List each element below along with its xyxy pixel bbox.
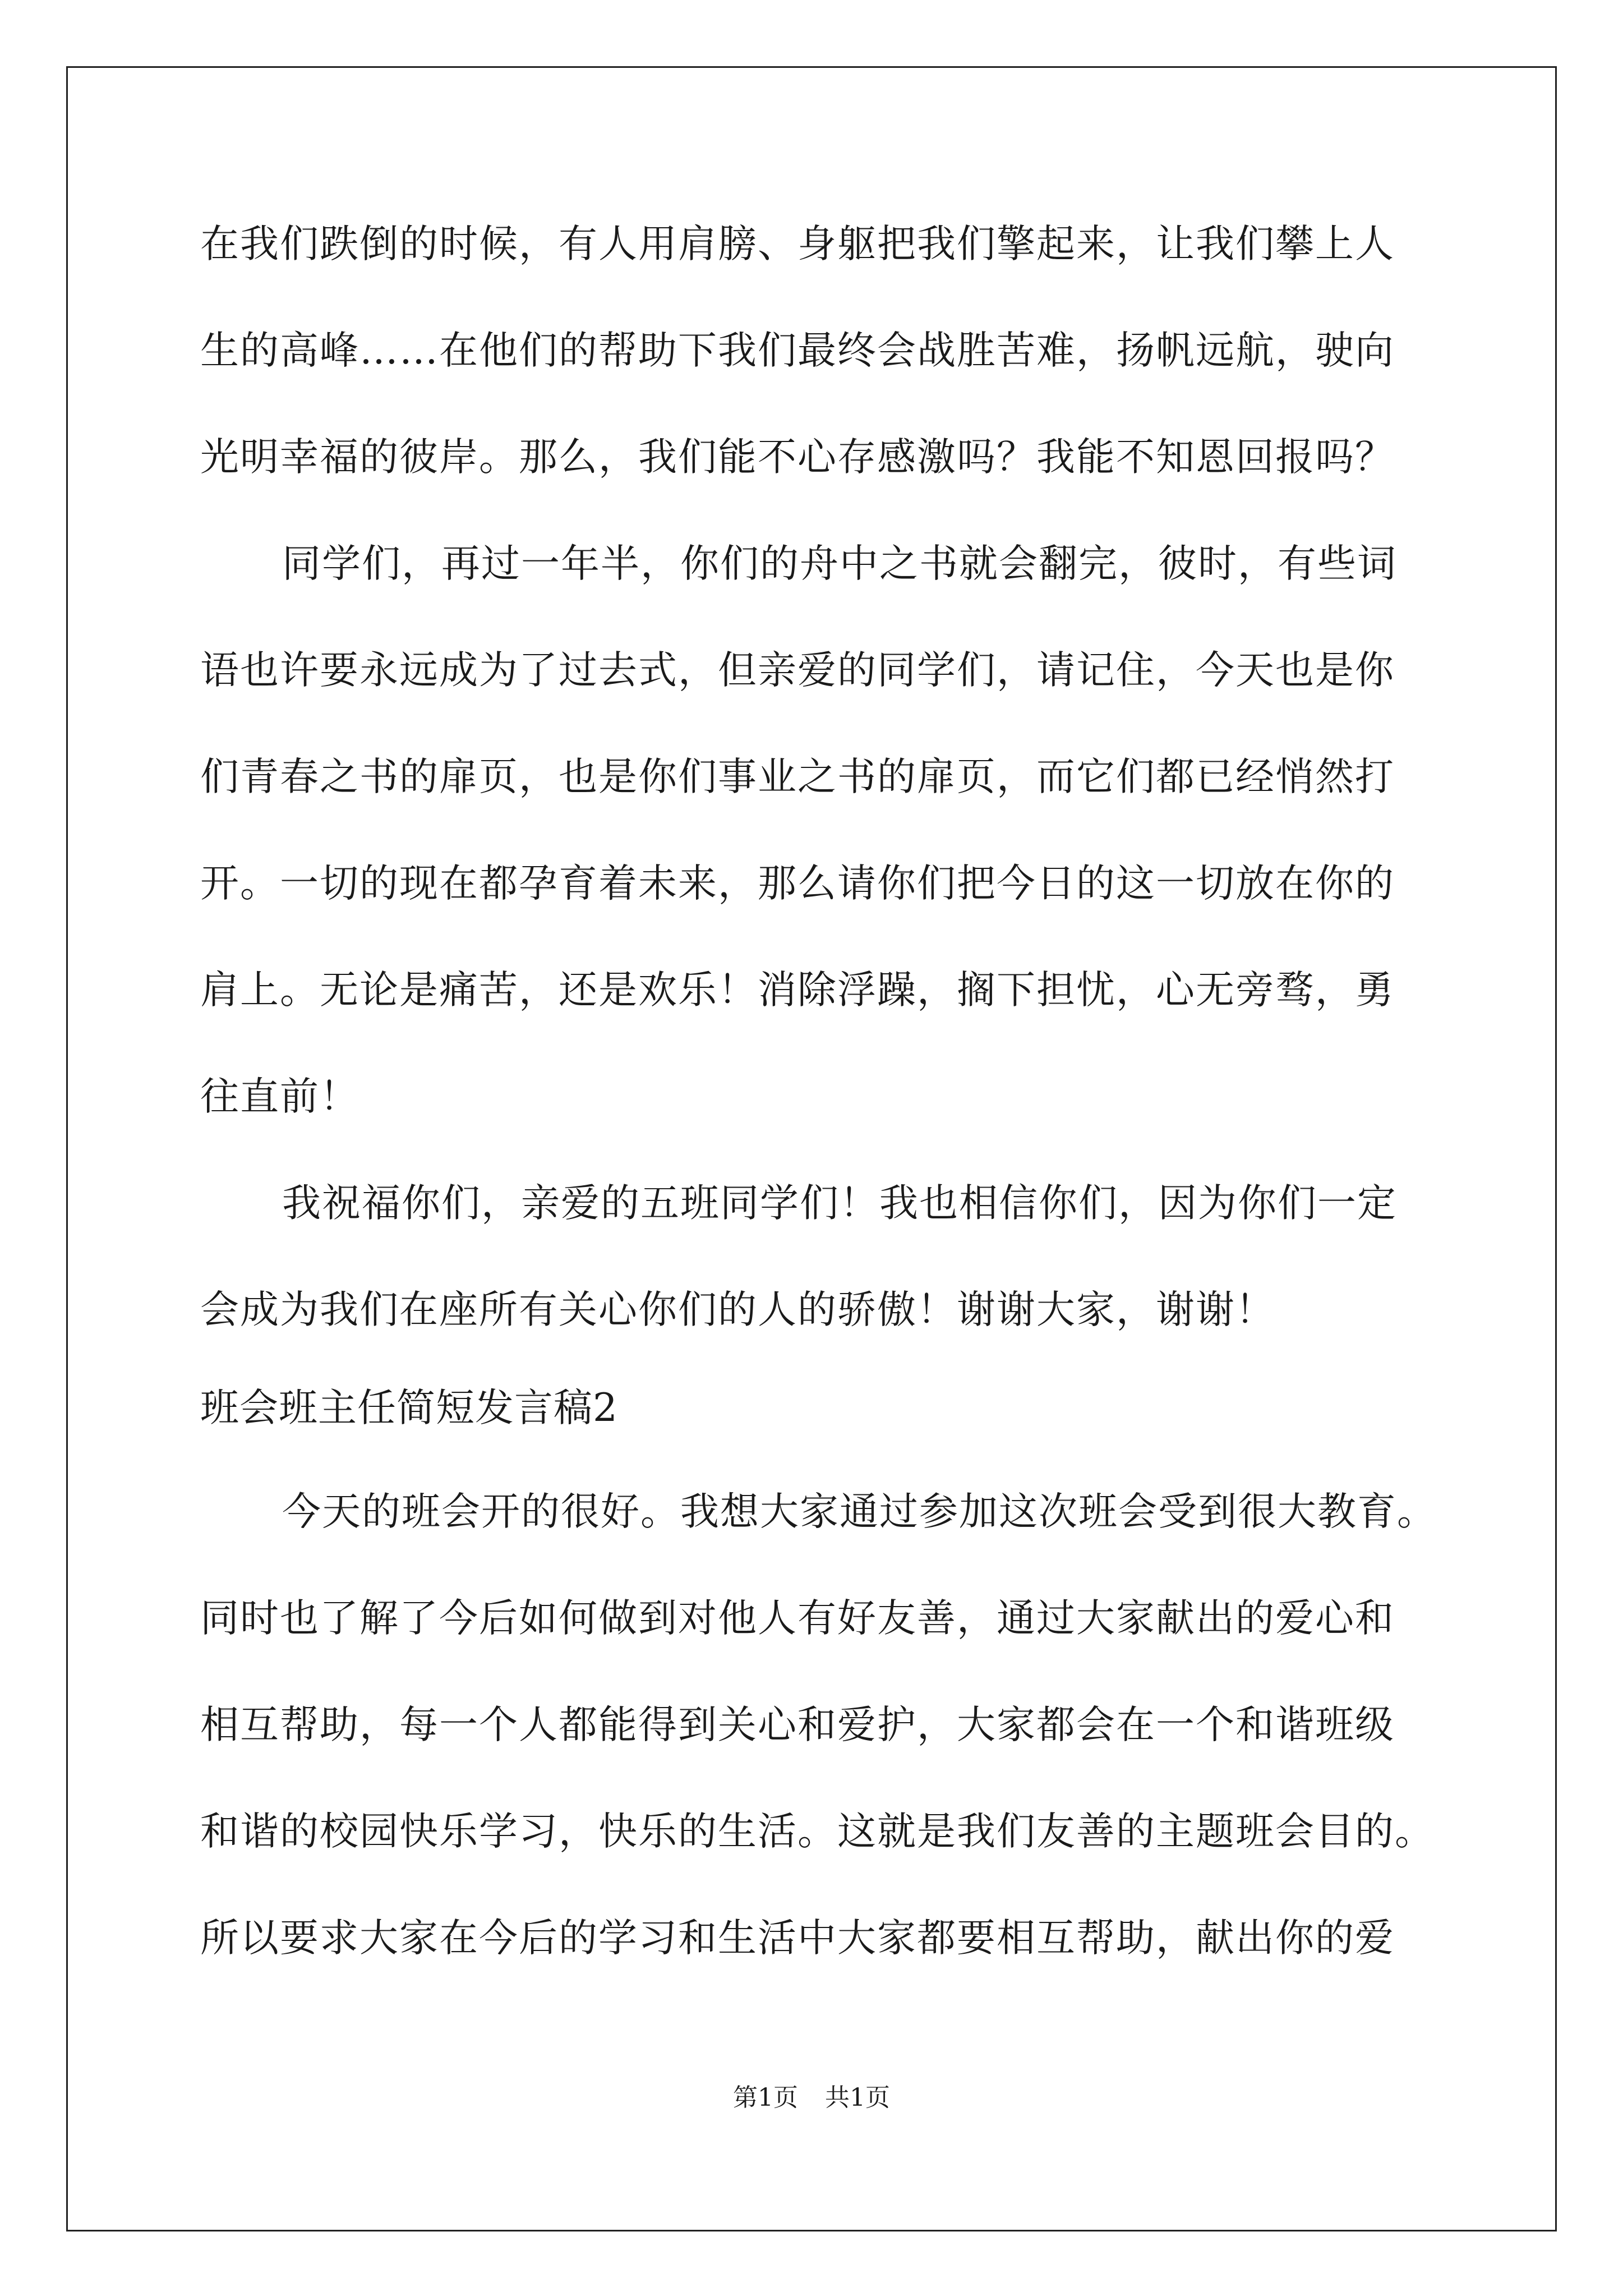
text-line: 会成为我们在座所有关心你们的人的骄傲！谢谢大家，谢谢！ bbox=[200, 1287, 1275, 1332]
text-line: 所以要求大家在今后的学习和生活中大家都要相互帮助，献出你的爱 bbox=[200, 1916, 1395, 1961]
text-line: 语也许要永远成为了过去式，但亲爱的同学们，请记住，今天也是你 bbox=[200, 648, 1395, 693]
text-line: 光明幸福的彼岸。那么，我们能不心存感激吗？我能不知恩回报吗？ bbox=[200, 435, 1395, 480]
section-heading: 班会班主任简短发言稿2 bbox=[200, 1386, 618, 1430]
text-line: 相互帮助，每一个人都能得到关心和爱护，大家都会在一个和谐班级 bbox=[200, 1703, 1395, 1747]
paragraph-start-line: 同学们，再过一年半，你们的舟中之书就会翻完，彼时，有些词 bbox=[282, 541, 1397, 586]
text-line: 在我们跌倒的时候，有人用肩膀、身躯把我们擎起来，让我们攀上人 bbox=[200, 222, 1395, 266]
text-line: 生的高峰……在他们的帮助下我们最终会战胜苦难，扬帆远航，驶向 bbox=[200, 328, 1395, 373]
page-number: 第1页 bbox=[733, 2083, 798, 2112]
text-line: 开。一切的现在都孕育着未来，那么请你们把今日的这一切放在你的 bbox=[200, 861, 1395, 906]
text-line: 同时也了解了今后如何做到对他人有好友善，通过大家献出的爱心和 bbox=[200, 1596, 1395, 1641]
text-line: 肩上。无论是痛苦，还是欢乐！消除浮躁，搁下担忧，心无旁骛，勇 bbox=[200, 968, 1395, 1013]
page-total: 共1页 bbox=[825, 2083, 890, 2112]
text-line: 往直前！ bbox=[200, 1074, 359, 1119]
text-line: 们青春之书的扉页，也是你们事业之书的扉页，而它们都已经悄然打 bbox=[200, 754, 1395, 799]
paragraph-start-line: 我祝福你们，亲爱的五班同学们！我也相信你们，因为你们一定 bbox=[282, 1181, 1397, 1226]
paragraph-start-line: 今天的班会开的很好。我想大家通过参加这次班会受到很大教育。 bbox=[282, 1489, 1437, 1534]
page-footer bbox=[0, 2081, 1623, 2115]
text-line: 和谐的校园快乐学习，快乐的生活。这就是我们友善的主题班会目的。 bbox=[200, 1809, 1435, 1854]
